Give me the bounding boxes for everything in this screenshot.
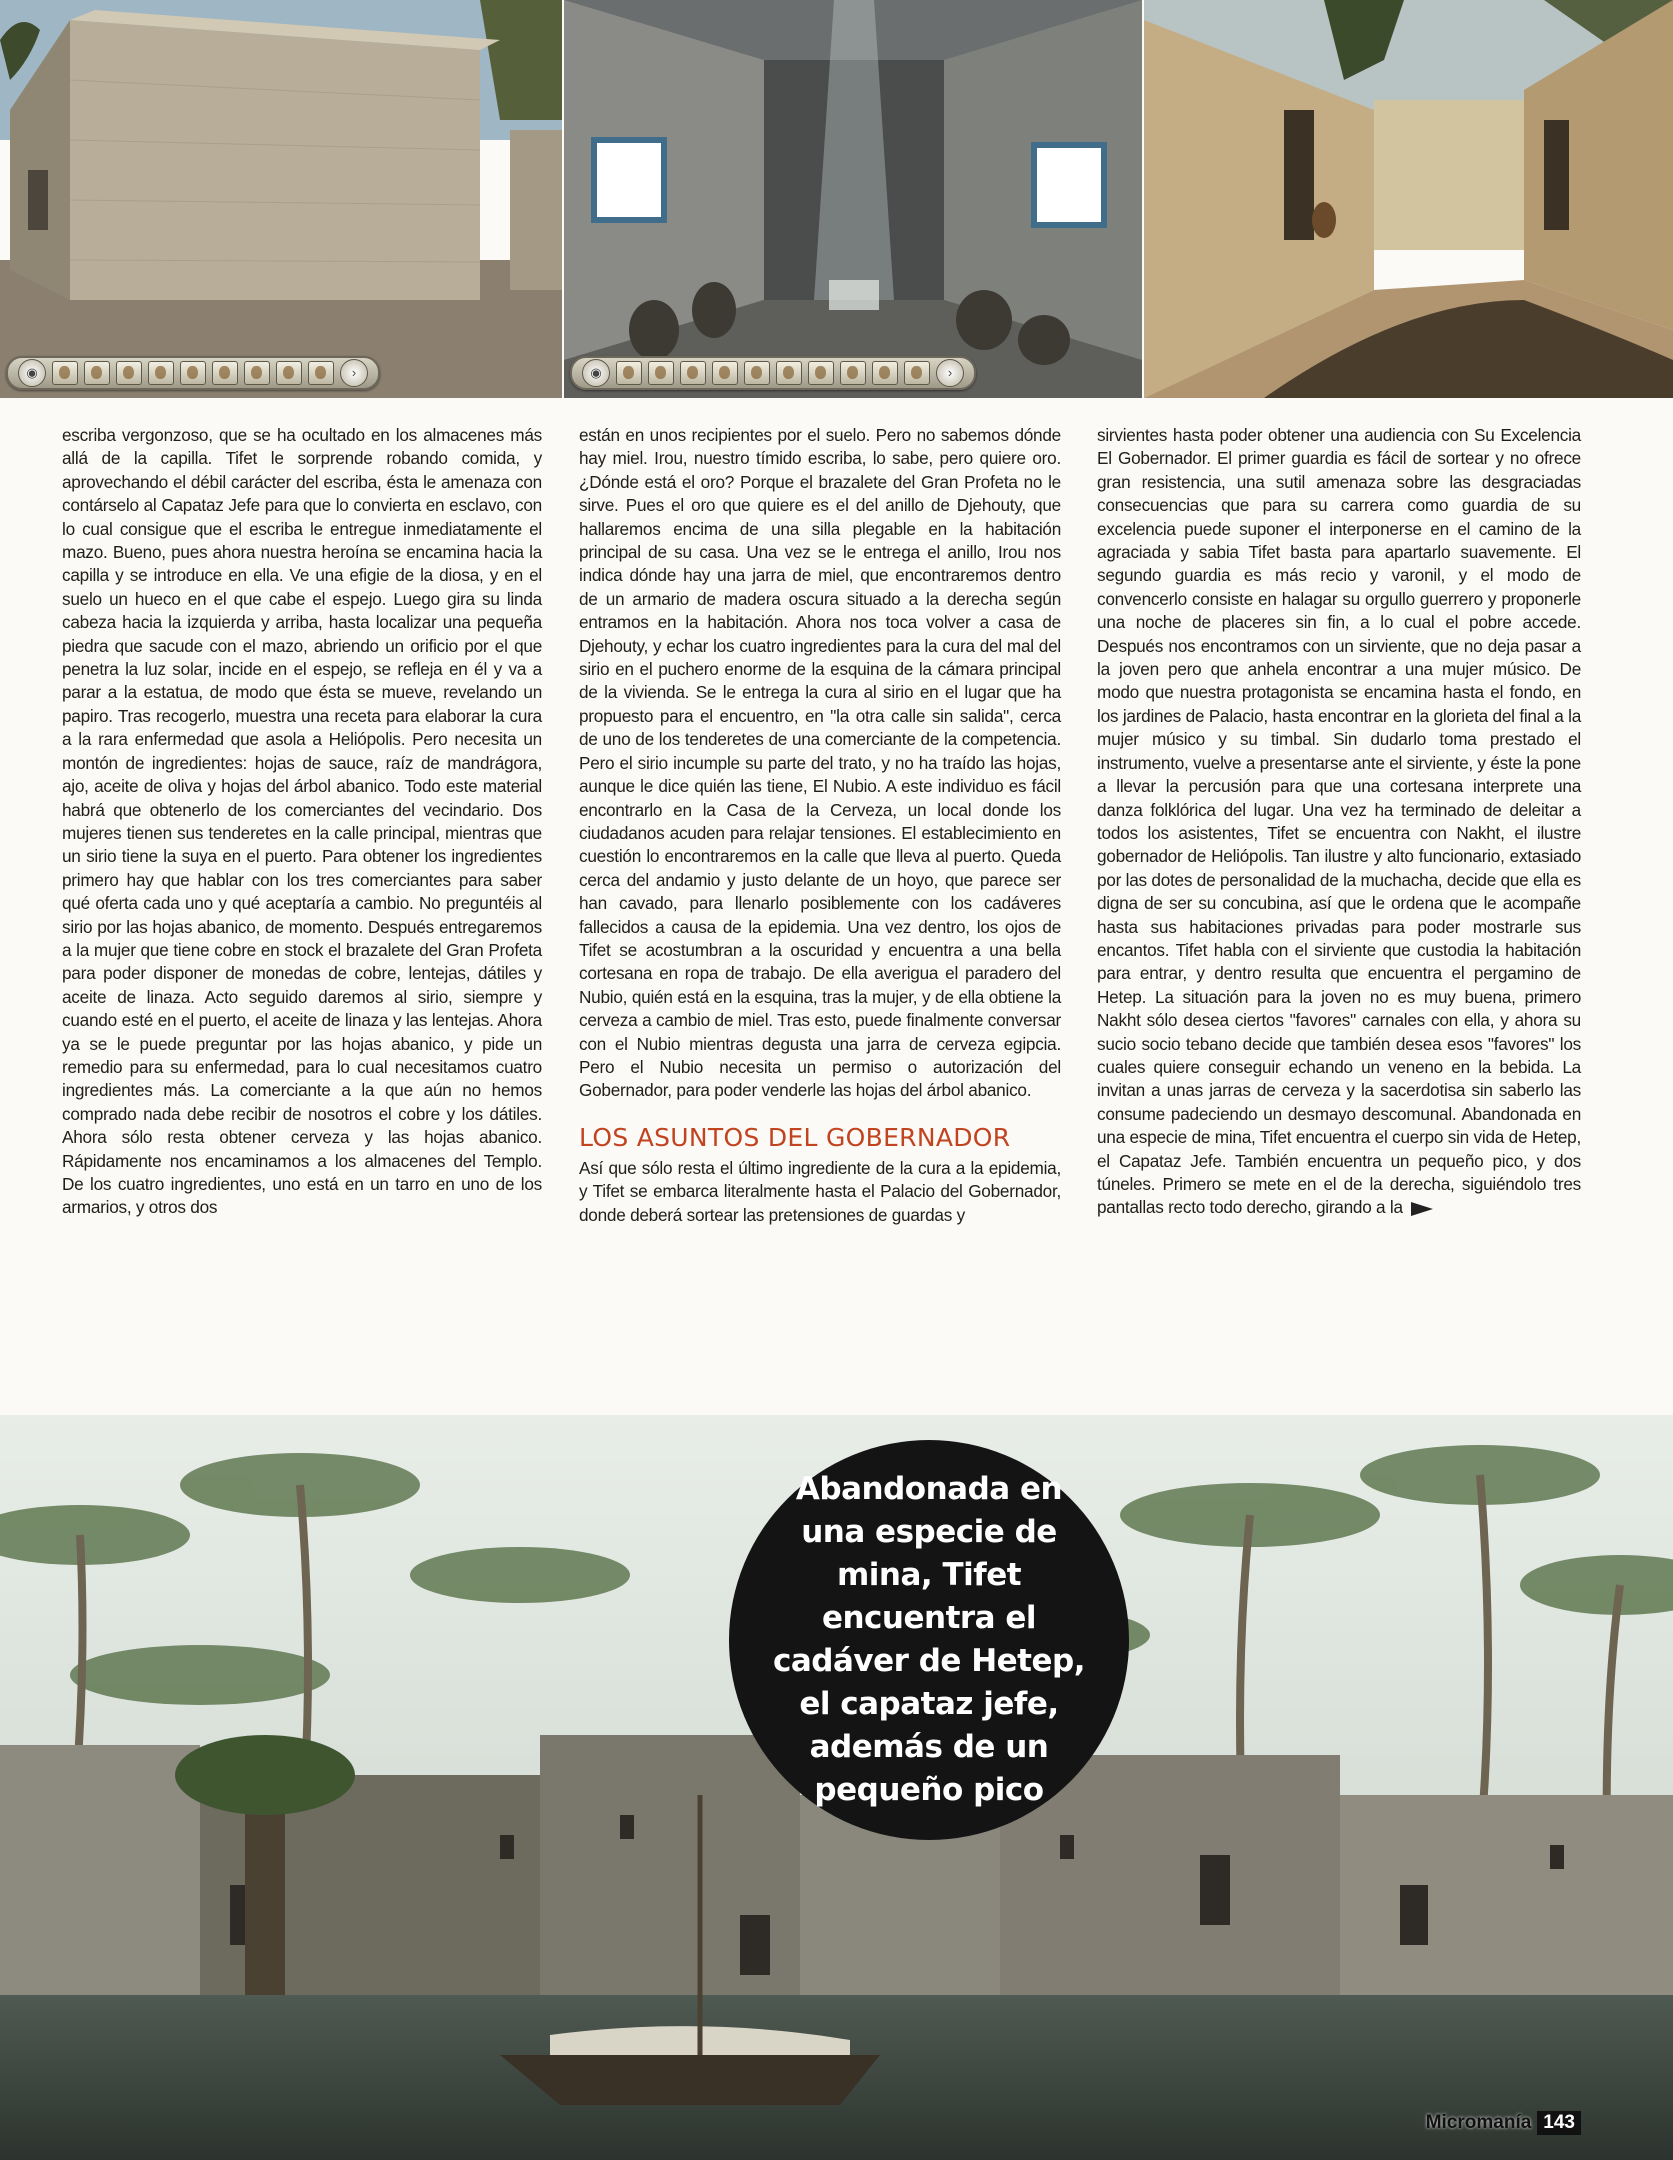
inventory-slot[interactable] (776, 361, 802, 385)
inventory-slot[interactable] (212, 361, 238, 385)
inventory-toolbar[interactable] (570, 356, 976, 390)
top-screenshots (0, 0, 1673, 398)
inventory-slot[interactable] (840, 361, 866, 385)
inventory-slot[interactable] (244, 361, 270, 385)
inventory-slot[interactable] (308, 361, 334, 385)
screenshot-street (1144, 0, 1673, 398)
inventory-slot[interactable] (904, 361, 930, 385)
section-heading: LOS ASUNTOS DEL GOBERNADOR (579, 1122, 1011, 1152)
article-paragraph: están en unos recipientes por el suelo. Pero no sabemos dónde hay miel. Irou, nuestro tímido escriba, lo sabe, pero quiere oro. ¿Dónde está el oro? Porque el brazalete del Gran Profeta no le sirve. Pues el oro que quiere es el del anillo de Djehouty, que hallaremos encima de una silla plegable en la habitación principal de su casa. Una vez se le entrega el anillo, Irou nos indica dónde hay una jarra de miel, que encontraremos dentro de un armario de madera oscura situado a la derecha según entramos en la habitación. Ahora nos toca volver a casa de Djehouty, y echar los cuatro ingredientes para la cura del mal del sirio en el puchero enorme de la esquina de la cámara principal de la vivienda. Se le entrega la cura al sirio en el lugar que ha propuesto para el encuentro, en "la otra calle sin salida", cerca de uno de los tenderetes de una comerciante de la competencia. Pero el sirio incumple su parte del trato, y no ha traído las hojas, aunque le dice quién las tiene, El Nubio. A este individuo es fácil encontrarlo en la Casa de la Cerveza, un local donde los ciudadanos acuden para relajar tensiones. El establecimiento en cuestión lo encontraremos en la calle que lleva al puerto. Queda cerca del andamio y justo delante de un hoyo, que parece ser han cavado, para llenarlo posiblemente con los cadáveres fallecidos a causa de la epidemia. Una vez dentro, los ojos de Tifet se acostumbran a la oscuridad y encuentra a una bella cortesana en ropa de trabajo. De ella averigua el paradero del Nubio, quién está en la esquina, tras la mujer, y de ella obtiene la cerveza a cambio de miel. Tras esto, puede finalmente conversar con el Nubio mientras degusta una jarra de cerveza egipcia. Pero el Nubio necesita un permiso o autorización del Gobernador, para poder venderle las hojas del árbol abanico. (579, 425, 1061, 1101)
menu-icon[interactable]: ◉ (582, 359, 610, 387)
article-paragraph-text: sirvientes hasta poder obtener una audiencia con Su Excelencia El Gobernador. El primer guardia es fácil de sortear y no ofrece gran resistencia, una sutil amenaza sobre las desgraciadas consecuencias que para su carrera como guardia de su excelencia puede suponer el interponerse en el camino de la agraciada y sabia Tifet basta para apartarlo suavemente. El segundo guardia es más recio y varonil, y el modo de convencerlo consiste en halagar su orgullo guerrero y proponerle una noche de placeres sin fin, a lo cual el pobre accede. Después nos encontramos con un sirviente, que no deja pasar a la joven pero que anhela encontrar a una mujer músico. De modo que nuestra protagonista se encamina hasta el fondo, en los jardines de Palacio, hasta encontrar en la glorieta del final a la mujer músico y su timbal. Sin dudarlo toma prestado el instrumento, vuelve a presentarse ante el sirviente, y éste la pone a llevar la percusión para que una cortesana interprete una danza folklórica del lugar. Una vez ha terminado de deleitar a todos los asistentes, Tifet se encuentra con Nakht, el ilustre gobernador de Heliópolis. Tan ilustre y alto funcionario, extasiado por las dotes de personalidad de la muchacha, decide que ella es digna de ser su concubina, así que le ordena que le acompañe hasta sus habitaciones privadas para poder mostrarle sus encantos. Tifet habla con el sirviente que custodia la habitación para entrar, y dentro resulta que encuentra el pergamino de Hetep. La situación para la joven no es muy buena, primero Nakht sólo desea ciertos "favores" carnales con ella, y ahora su sucio socio tebano decide que también desea esos "favores" los cuales quiere conseguir echando un veneno en la bebida. La invitan a unas jarras de cerveza y la sacerdotisa sin saberlo las consume padeciendo un desmayo descomunal. Abandonada en una especie de mina, Tifet encuentra el cuerpo sin vida de Hetep, el Capataz Jefe. También encuentra un pequeño pico, y dos túneles. Primero se mete en el de la derecha, siguiéndolo tres pantallas recto todo derecho, girando a la (1097, 425, 1581, 1218)
article-paragraph (1097, 424, 1581, 1220)
inventory-slot[interactable] (276, 361, 302, 385)
inventory-slot[interactable] (84, 361, 110, 385)
menu-icon[interactable]: ◉ (18, 359, 46, 387)
screenshot-temple-wall (0, 0, 562, 398)
inventory-slot[interactable] (680, 361, 706, 385)
inventory-slot[interactable] (648, 361, 674, 385)
page-footer (1426, 2111, 1581, 2135)
inventory-slot[interactable] (744, 361, 770, 385)
inventory-slot[interactable] (808, 361, 834, 385)
page-number: 143 (1537, 2111, 1581, 2135)
inventory-slot[interactable] (712, 361, 738, 385)
inventory-slot[interactable] (872, 361, 898, 385)
article-paragraph: Así que sólo resta el último ingrediente de la cura a la epidemia, y Tifet se embarca literalmente hasta el Palacio del Gobernador, donde deberá sortear las pretensiones de guardas y (579, 1157, 1061, 1225)
article-paragraph: escriba vergonzoso, que se ha ocultado en los almacenes más allá de la capilla. Tifet le sorprende robando comida, y aprovechando el débil carácter del escriba, ésta le amenaza con contárselo al Capataz Jefe para que lo convierta en esclavo, con lo cual consigue que el escriba le entregue inmediatamente el mazo. Bueno, pues ahora nuestra heroína se encamina hacia la capilla y se introduce en ella. Ve una efigie de la diosa, y en el suelo un hueco en el que cabe el espejo. Luego gira su linda cabeza hacia la izquierda y arriba, hasta localizar una pequeña piedra que sacude con el mazo, abriendo un orificio por el que penetra la luz solar, incide en el espejo, se refleja en él y va a parar a la estatua, de modo que ésta se mueve, revelando un papiro. Tras recogerlo, muestra una receta para elaborar la cura a la rara enfermedad que asola a Heliópolis. Pero necesita un montón de ingredientes: hojas de sauce, raíz de mandrágora, ajo, aceite de oliva y hojas del árbol abanico. Todo este material habrá que obtenerlo de los comerciantes del vecindario. Dos mujeres tienen sus tenderetes en la calle principal, mientras que un sirio tiene la suya en el puerto. Para obtener los ingredientes primero hay que hablar con los tres comerciantes para saber qué oferta cada uno y qué aceptaría a cambio. No preguntéis al sirio por las hojas abanico, de momento. Después entregaremos a la mujer que tiene cobre en stock el brazalete del Gran Profeta para poder disponer de monedas de cobre, lentejas, dátiles y aceite de linaza. Acto seguido daremos al sirio, siempre y cuando esté en el puerto, el aceite de linaza y las lentejas. Ahora ya se le puede preguntar por las hojas abanico, y pide un remedio para su enfermedad, para lo cual necesitamos cuatro ingredientes más. La comerciante a la que aún no hemos comprado nada debe recibir de nosotros el cobre y los dátiles. Ahora sólo resta obtener cerveza y las hojas abanico. Rápidamente nos encaminamos a los almacenes del Templo. De los cuatro ingredientes, uno está en un tarro en uno de los armarios, y otros dos (62, 425, 542, 1218)
inventory-toolbar[interactable] (6, 356, 380, 390)
inventory-slot[interactable] (180, 361, 206, 385)
pull-quote-text: Abandonada en una especie de mina, Tifet encuentra el cadáver de Hetep, el capataz jefe, además de un pequeño pico (772, 1471, 1085, 1808)
magazine-name: Micromanía (1425, 2112, 1532, 2133)
inventory-slot[interactable] (148, 361, 174, 385)
inventory-slot[interactable] (116, 361, 142, 385)
arrow-right-icon[interactable]: › (340, 359, 368, 387)
continue-arrow-icon (1411, 1202, 1433, 1216)
article-column-1 (62, 424, 542, 1220)
inventory-slot[interactable] (52, 361, 78, 385)
article-column-2 (579, 424, 1061, 1227)
pull-quote-circle (729, 1440, 1129, 1840)
screenshot-storeroom (564, 0, 1142, 398)
article-column-3 (1097, 424, 1581, 1220)
arrow-right-icon[interactable]: › (936, 359, 964, 387)
inventory-slot[interactable] (616, 361, 642, 385)
